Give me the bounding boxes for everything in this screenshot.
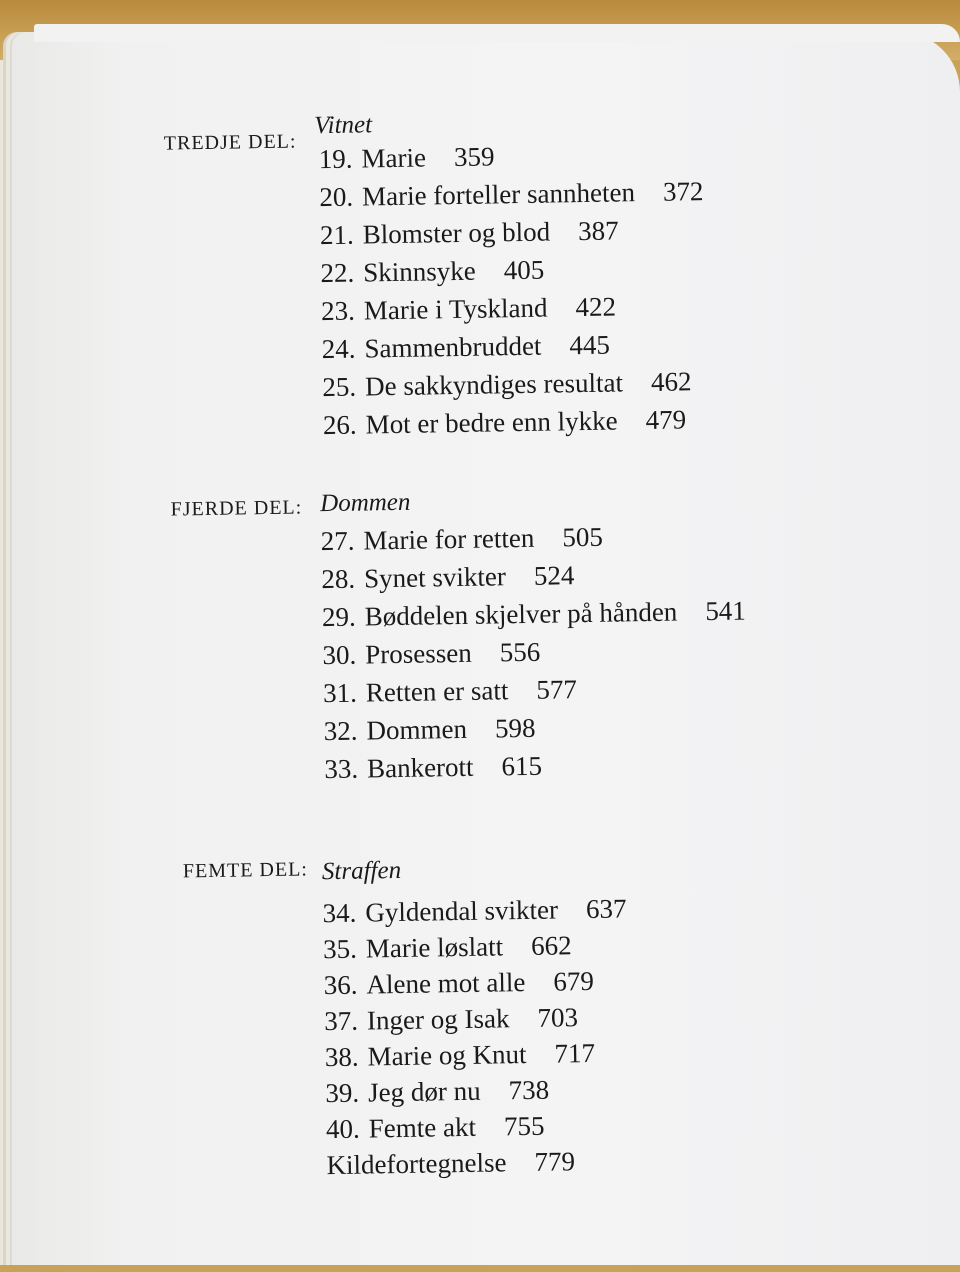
entry-number: 37.: [324, 1005, 359, 1037]
entry-page: 779: [534, 1146, 576, 1177]
entry-title: Prosessen: [365, 637, 473, 670]
list-item: [322, 596, 746, 634]
entry-page: 479: [645, 404, 687, 436]
list-item: [323, 674, 577, 709]
entry-number: 26.: [322, 409, 357, 441]
list-item: [326, 1146, 575, 1181]
entry-number: 31.: [322, 677, 358, 709]
list-item: [323, 713, 535, 747]
entry-page: 541: [705, 595, 747, 627]
list-item: [324, 751, 542, 785]
entry-number: 35.: [322, 933, 358, 965]
entry-title: Gyldendal svikter: [365, 894, 559, 928]
list-item: [322, 893, 626, 929]
entry-page: 405: [503, 254, 545, 286]
entry-number: 19.: [318, 143, 353, 175]
entry-title: Bøddelen skjelver på hånden: [364, 596, 678, 632]
entry-title: Marie løslatt: [365, 931, 504, 964]
entry-title: De sakkyndiges resultat: [364, 367, 624, 402]
list-item: [320, 255, 544, 290]
list-item: [325, 1038, 596, 1073]
list-item: [323, 930, 572, 965]
entry-number: 39.: [325, 1077, 360, 1109]
list-item: [321, 292, 616, 328]
entry-title: Femte akt: [368, 1111, 477, 1144]
entry-number: 32.: [323, 715, 358, 747]
list-item: [319, 141, 495, 175]
list-item: [321, 522, 604, 557]
entry-page: 755: [503, 1110, 545, 1142]
entry-number: 34.: [322, 897, 357, 929]
entry-title: Marie: [361, 142, 427, 174]
entry-number: 25.: [322, 371, 357, 403]
list-item: [323, 966, 594, 1001]
entry-title: Mot er bedre enn lykke: [365, 405, 618, 440]
entry-page: 387: [577, 215, 619, 247]
entry-number: 36.: [323, 969, 358, 1001]
entry-page: 637: [585, 893, 627, 925]
entry-page: 445: [569, 329, 611, 361]
list-item: [325, 1075, 549, 1110]
entry-page: 359: [453, 141, 495, 173]
entry-page: 524: [533, 560, 575, 591]
entry-page: 556: [499, 636, 541, 668]
entry-number: 24.: [321, 333, 356, 365]
list-item: [320, 215, 619, 251]
entry-page: 738: [508, 1074, 550, 1106]
entry-title: Synet svikter: [363, 561, 507, 594]
entry-title: Marie og Knut: [367, 1039, 527, 1072]
entry-title: Dommen: [366, 713, 468, 746]
entry-title: Marie for retten: [363, 522, 535, 556]
entry-number: 28.: [321, 563, 356, 595]
part-label-femte: FEMTE DEL:: [182, 858, 309, 883]
entry-number: 27.: [320, 525, 355, 557]
entry-title: Inger og Isak: [366, 1003, 510, 1036]
list-item: [322, 637, 540, 671]
entry-number: 21.: [319, 219, 354, 251]
entry-number: 23.: [320, 295, 356, 327]
entry-title: Marie i Tyskland: [363, 292, 548, 326]
entry-number: 40.: [325, 1113, 360, 1145]
entry-page: 615: [501, 750, 543, 782]
entry-number: 22.: [320, 257, 355, 289]
entry-page: 679: [553, 965, 595, 997]
entry-number: 38.: [324, 1041, 359, 1073]
entry-title: Kildefortegnelse: [326, 1147, 507, 1181]
entry-title: Retten er satt: [365, 675, 509, 708]
part-label-fjerde: FJERDE DEL:: [170, 496, 303, 521]
list-item: [319, 176, 704, 213]
entry-title: Alene mot alle: [366, 967, 526, 1000]
entry-title: Sammenbruddet: [364, 330, 542, 364]
entry-page: 703: [537, 1002, 579, 1033]
list-item: [322, 366, 692, 403]
entry-page: 662: [530, 930, 572, 961]
entry-page: 598: [494, 712, 536, 744]
entry-number: 29.: [321, 601, 356, 633]
entry-title: Jeg dør nu: [367, 1075, 481, 1108]
list-item: [324, 1002, 578, 1037]
entry-number: 30.: [322, 639, 357, 671]
entry-title: Marie forteller sannheten: [361, 177, 636, 212]
entry-page: 422: [575, 291, 617, 323]
entry-page: 462: [650, 366, 692, 397]
part-title-vitnet: Vitnet: [314, 111, 373, 140]
part-label-tredje: TREDJE DEL:: [163, 130, 297, 155]
entry-page: 717: [554, 1037, 596, 1069]
entry-title: Skinnsyke: [363, 255, 477, 288]
entry-number: 20.: [319, 181, 354, 213]
part-title-straffen: Straffen: [321, 856, 402, 886]
entry-page: 372: [662, 176, 704, 207]
entry-number: 33.: [324, 753, 359, 785]
entry-title: Bankerott: [366, 751, 474, 784]
list-item: [321, 330, 610, 366]
list-item: [323, 404, 687, 441]
part-title-dommen: Dommen: [319, 488, 411, 518]
list-item: [321, 560, 574, 595]
entry-page: 577: [536, 674, 578, 705]
entry-title: Blomster og blod: [362, 216, 551, 250]
entry-page: 505: [562, 521, 604, 553]
list-item: [326, 1111, 545, 1145]
